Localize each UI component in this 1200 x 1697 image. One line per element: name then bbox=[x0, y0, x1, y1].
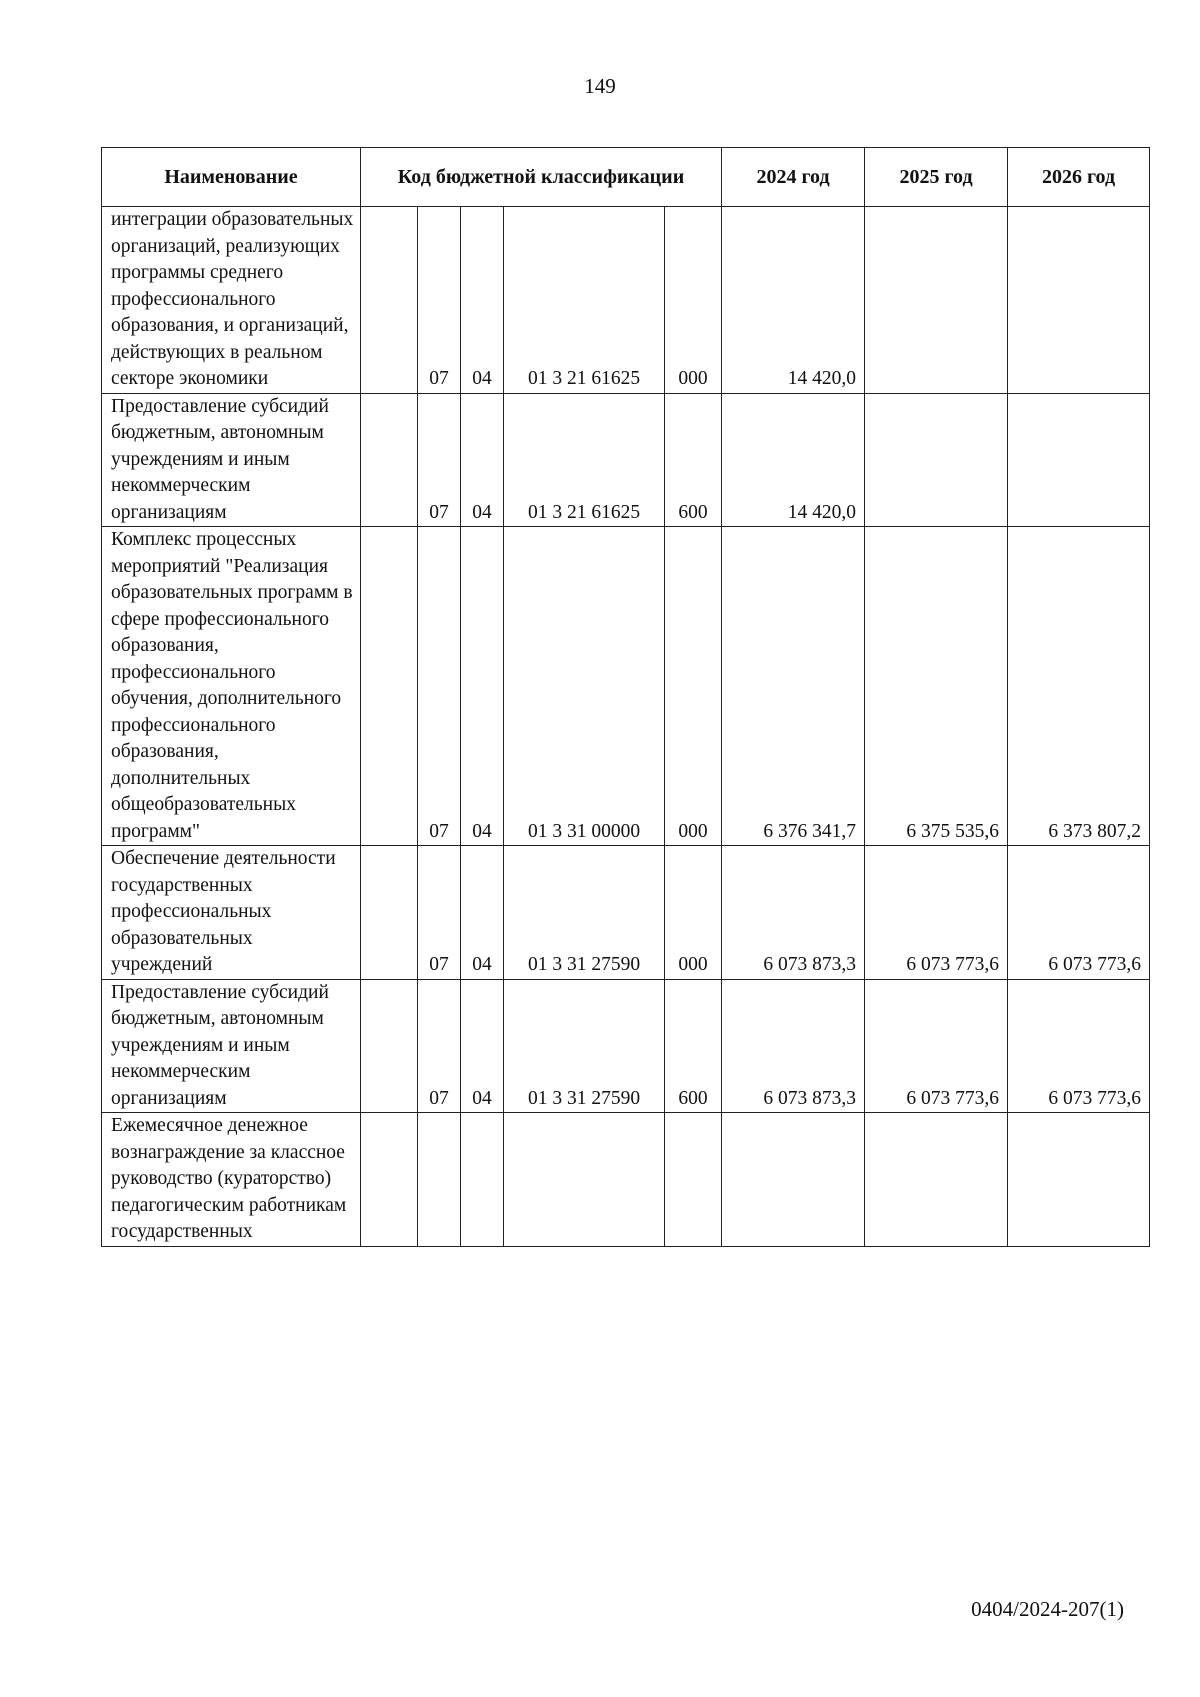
table-row bbox=[102, 207, 1150, 394]
value-2026: 6 073 773,6 bbox=[1008, 846, 1150, 980]
code-section: 07 bbox=[418, 846, 461, 980]
header-2026: 2026 год bbox=[1008, 148, 1150, 207]
code-expense-type bbox=[665, 1113, 722, 1247]
row-name: Предоставление субсидий бюджетным, автономным учреждениям и иным некоммерческим организациям bbox=[102, 393, 361, 527]
code-cell bbox=[361, 393, 418, 527]
code-section: 07 bbox=[418, 979, 461, 1113]
table-header-row bbox=[102, 148, 1150, 207]
code-expense-type: 600 bbox=[665, 979, 722, 1113]
value-2024: 6 073 873,3 bbox=[722, 846, 865, 980]
table-row bbox=[102, 846, 1150, 980]
code-target-article: 01 3 21 61625 bbox=[504, 393, 665, 527]
row-name: Комплекс процессных мероприятий "Реализация образовательных программ в сфере профессионального образования, профессионального обучения, дополнительного профессионального образования, дополнительных общеобразовательных программ" bbox=[102, 527, 361, 846]
code-expense-type: 600 bbox=[665, 393, 722, 527]
row-name: Обеспечение деятельности государственных профессиональных образовательных учреждений bbox=[102, 846, 361, 980]
header-name: Наименование bbox=[102, 148, 361, 207]
code-target-article: 01 3 21 61625 bbox=[504, 207, 665, 394]
value-2024 bbox=[722, 1113, 865, 1247]
value-2026 bbox=[1008, 393, 1150, 527]
header-2024: 2024 год bbox=[722, 148, 865, 207]
code-cell bbox=[361, 846, 418, 980]
code-cell bbox=[361, 979, 418, 1113]
code-subsection: 04 bbox=[461, 207, 504, 394]
code-expense-type: 000 bbox=[665, 207, 722, 394]
budget-table bbox=[101, 147, 1150, 1247]
value-2026: 6 373 807,2 bbox=[1008, 527, 1150, 846]
document-code: 0404/2024-207(1) bbox=[971, 1597, 1124, 1621]
value-2024: 6 376 341,7 bbox=[722, 527, 865, 846]
table-row bbox=[102, 393, 1150, 527]
code-subsection bbox=[461, 1113, 504, 1247]
value-2025 bbox=[865, 207, 1008, 394]
value-2025: 6 073 773,6 bbox=[865, 979, 1008, 1113]
table-row bbox=[102, 1113, 1150, 1247]
page-number: 149 bbox=[584, 74, 616, 98]
code-subsection: 04 bbox=[461, 979, 504, 1113]
row-name: Предоставление субсидий бюджетным, автономным учреждениям и иным некоммерческим организациям bbox=[102, 979, 361, 1113]
code-section: 07 bbox=[418, 393, 461, 527]
code-section bbox=[418, 1113, 461, 1247]
code-target-article: 01 3 31 27590 bbox=[504, 979, 665, 1113]
value-2025 bbox=[865, 1113, 1008, 1247]
value-2026 bbox=[1008, 207, 1150, 394]
value-2024: 14 420,0 bbox=[722, 393, 865, 527]
code-target-article: 01 3 31 00000 bbox=[504, 527, 665, 846]
code-expense-type: 000 bbox=[665, 527, 722, 846]
code-subsection: 04 bbox=[461, 393, 504, 527]
header-code: Код бюджетной классификации bbox=[361, 148, 722, 207]
code-expense-type: 000 bbox=[665, 846, 722, 980]
budget-table-container bbox=[101, 147, 1149, 1247]
value-2025: 6 375 535,6 bbox=[865, 527, 1008, 846]
table-row bbox=[102, 979, 1150, 1113]
value-2026: 6 073 773,6 bbox=[1008, 979, 1150, 1113]
code-section: 07 bbox=[418, 207, 461, 394]
row-name: Ежемесячное денежное вознаграждение за классное руководство (кураторство) педагогическим работникам государственных bbox=[102, 1113, 361, 1247]
code-target-article bbox=[504, 1113, 665, 1247]
value-2024: 14 420,0 bbox=[722, 207, 865, 394]
value-2026 bbox=[1008, 1113, 1150, 1247]
code-subsection: 04 bbox=[461, 527, 504, 846]
code-subsection: 04 bbox=[461, 846, 504, 980]
row-name: интеграции образовательных организаций, реализующих программы среднего профессионального образования, и организаций, действующих в реальном секторе экономики bbox=[102, 207, 361, 394]
code-cell bbox=[361, 207, 418, 394]
code-section: 07 bbox=[418, 527, 461, 846]
code-target-article: 01 3 31 27590 bbox=[504, 846, 665, 980]
table-row bbox=[102, 527, 1150, 846]
code-cell bbox=[361, 1113, 418, 1247]
value-2024: 6 073 873,3 bbox=[722, 979, 865, 1113]
code-cell bbox=[361, 527, 418, 846]
value-2025 bbox=[865, 393, 1008, 527]
value-2025: 6 073 773,6 bbox=[865, 846, 1008, 980]
header-2025: 2025 год bbox=[865, 148, 1008, 207]
